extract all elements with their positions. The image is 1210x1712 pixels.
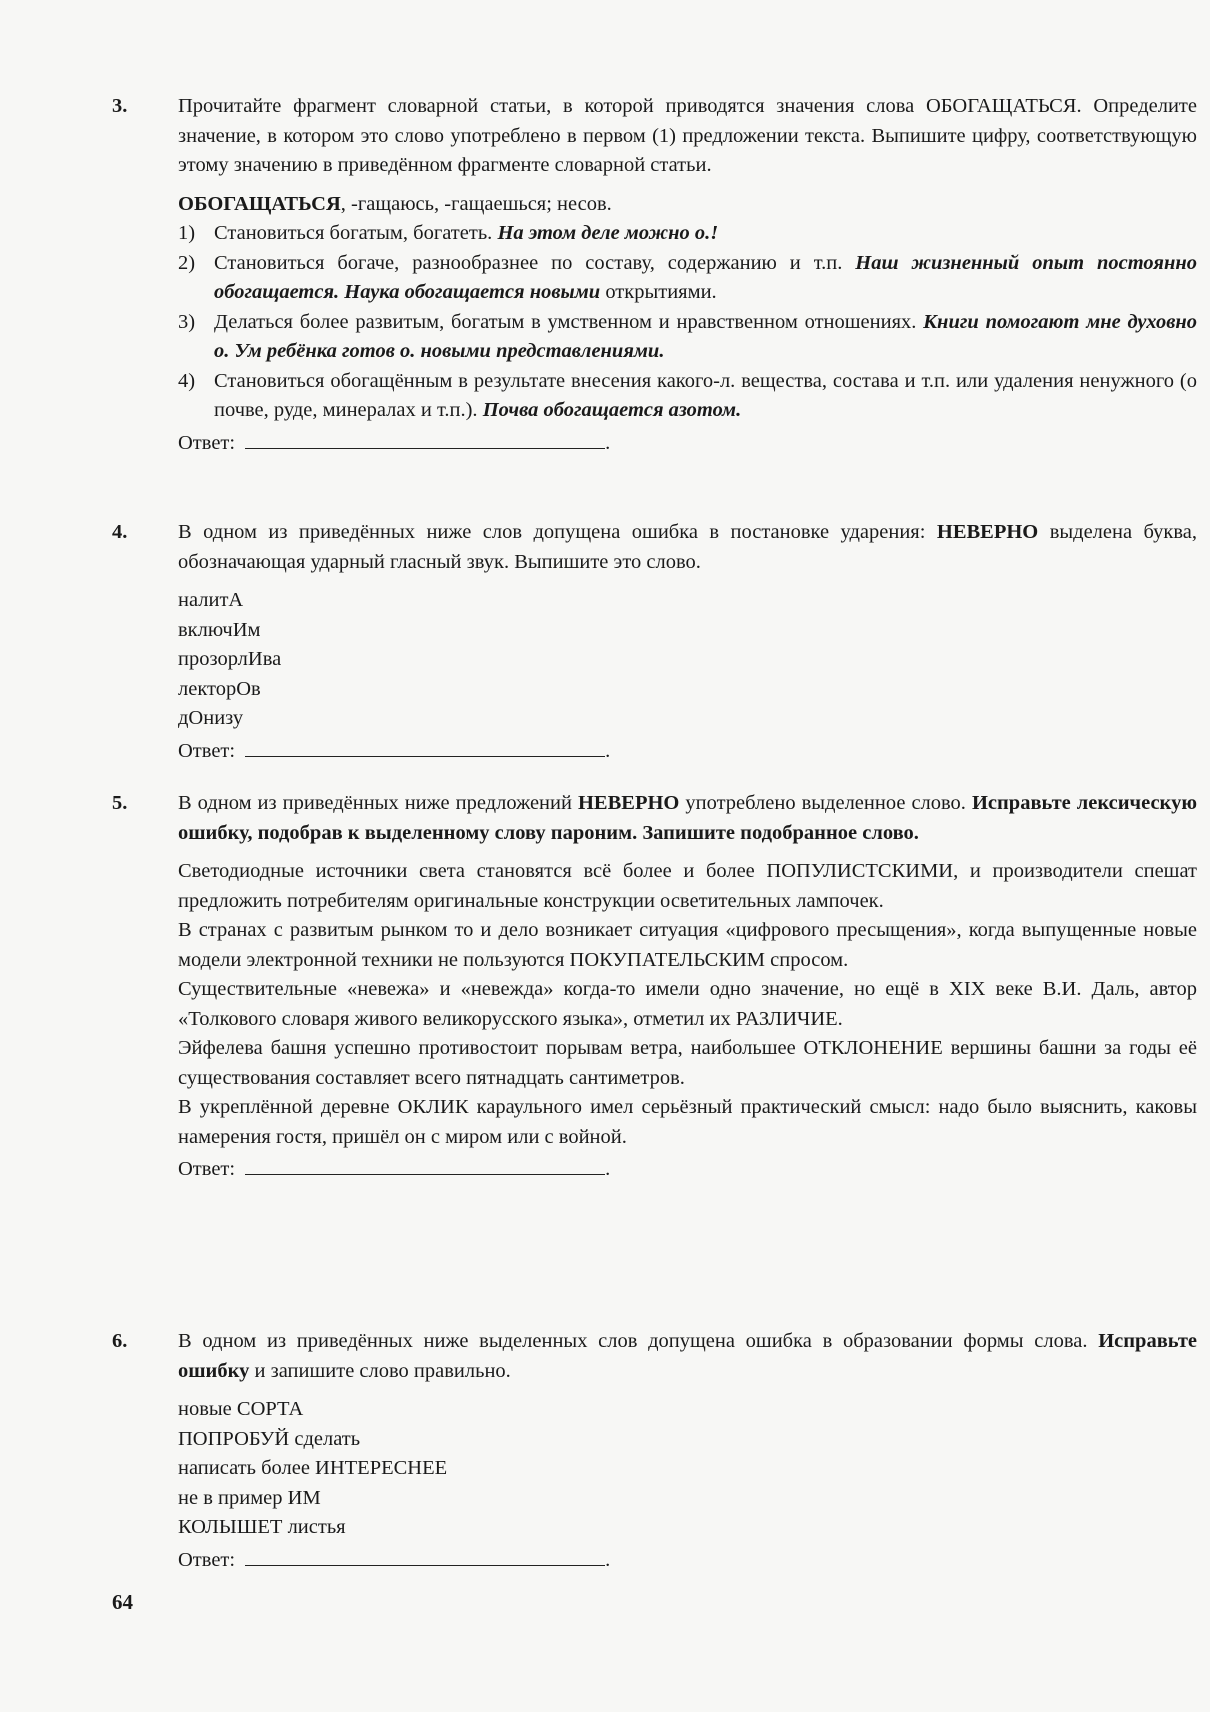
answer-field[interactable] (245, 426, 605, 449)
word-option: прозорлИва (178, 648, 282, 670)
question-emphasis: НЕВЕРНО (577, 792, 680, 814)
answer-row (178, 426, 1197, 459)
question-text: В одном из приведённых ниже выделенных слов допущена ошибка в образовании формы слова. (178, 1330, 1099, 1352)
answer-field[interactable] (245, 734, 605, 757)
task-number: 5. (112, 792, 128, 814)
question-instruction: Исправьте лексическую ошибку, подобрав к выделенному слову пароним. Запишите подобранное слово. (178, 792, 1197, 844)
answer-row (178, 1152, 1197, 1185)
answer-field[interactable] (245, 1152, 605, 1175)
phrase-option: ПОПРОБУЙ сделать (178, 1427, 361, 1450)
answer-end: . (605, 1158, 611, 1180)
headword: ОБОГАЩАТЬСЯ (178, 192, 341, 215)
answer-row (178, 1543, 1197, 1576)
sentence-option: В укреплённой деревне ОКЛИК караульного имел серьёзный практический смысл: надо было выяснить, каковы намерения гостя, пришёл он с миром или с войной. (178, 1096, 1197, 1148)
definition-example: Почва обогащается азотом. (482, 399, 742, 421)
dictionary-entry-head (178, 190, 1197, 220)
question-emphasis: Исправьте ошибку (178, 1330, 1197, 1382)
word-option: налитА (178, 589, 244, 611)
task-5 (112, 789, 1197, 1185)
question-text-end: выделена буква, обозначающая ударный гласный звук. Выпишите это слово. (178, 521, 1198, 573)
task-3 (112, 92, 1197, 458)
definition-number: 2) (178, 251, 196, 274)
sentence-option: Светодиодные источники света становятся всё более и более ПОПУЛИСТСКИМИ, и производители спешат предложить потребителям оригинальные конструкции осветительных лампочек. (178, 860, 1197, 912)
answer-end: . (605, 431, 611, 454)
task-question (178, 1327, 1197, 1386)
word-option: включИм (178, 618, 261, 641)
definition-example: Книги помогают мне духовно о. Ум ребёнка готов о. новыми представлениями. (214, 310, 1198, 362)
task-question: Прочитайте фрагмент словарной статьи, в которой приводятся значения слова ОБОГАЩАТЬСЯ. Определите значение, в котором это слово употреблено в первом (1) предложении текста. Выпишите цифру, соответствующую этому значению в приведённом фрагменте словарной статьи. (178, 95, 1197, 176)
definition-1 (178, 219, 1197, 249)
answer-label: Ответ: (178, 739, 236, 762)
question-text: В одном из приведённых ниже предложений (178, 792, 578, 814)
answer-label: Ответ: (178, 431, 236, 454)
task-number: 3. (112, 95, 128, 117)
phrase-option: написать более ИНТЕРЕСНЕЕ (178, 1457, 448, 1479)
definition-example: Наш жизненный опыт постоянно обогащается. Наука обогащается новыми (214, 251, 1197, 303)
definition-text: Становиться обогащённым в результате внесения какого-л. вещества, состава и т.п. или удаления ненужного (о почве, руде, минералах и т.п.). (214, 369, 1197, 421)
definition-4 (178, 367, 1197, 426)
answer-row (178, 734, 1197, 767)
definition-number: 3) (178, 310, 196, 333)
question-text: В одном из приведённых ниже слов допущена ошибка в постановке ударения: (178, 521, 937, 543)
sentence-option: Эйфелева башня успешно противостоит порывам ветра, наибольшее ОТКЛОНЕНИЕ вершины башни за годы её существования составляет всего пятнадцать сантиметров. (178, 1037, 1197, 1089)
definition-example: На этом деле можно о.! (497, 222, 719, 244)
definition-number: 1) (178, 222, 196, 244)
task-number: 4. (112, 521, 128, 543)
page-number: 64 (112, 1590, 133, 1614)
definition-tail: открытиями. (600, 281, 717, 303)
phrase-option: не в пример ИМ (178, 1486, 321, 1509)
task-question (178, 789, 1197, 848)
question-text-end: и запишите слово правильно. (249, 1359, 511, 1382)
word-option: дОнизу (178, 707, 244, 729)
task-6 (112, 1327, 1197, 1575)
task-question (178, 518, 1197, 577)
sentence-option: Существительные «невежа» и «невежда» когда-то имели одно значение, но ещё в XIX веке В.И. Даль, автор «Толкового словаря живого великорусского языка», отметил их РАЗЛИЧИЕ. (178, 978, 1197, 1030)
phrase-option: новые СОРТА (178, 1398, 304, 1420)
definition-number: 4) (178, 369, 196, 392)
phrase-option: КОЛЫШЕТ листья (178, 1516, 346, 1538)
definition-3 (178, 308, 1197, 367)
answer-label: Ответ: (178, 1158, 236, 1180)
definition-text: Становиться богатым, богатеть. (214, 222, 498, 244)
answer-end: . (605, 739, 611, 762)
question-emphasis: НЕВЕРНО (936, 521, 1039, 543)
grammar-note: , -гащаюсь, -гащаешься; несов. (340, 192, 612, 215)
sentence-option: В странах с развитым рынком то и дело возникает ситуация «цифрового пресыщения», когда выпущенные новые модели электронной техники не пользуются ПОКУПАТЕЛЬСКИМ спросом. (178, 919, 1197, 971)
question-text-mid: употреблено выделенное слово. (679, 792, 972, 814)
word-option: лекторОв (178, 677, 261, 700)
answer-field[interactable] (245, 1543, 605, 1566)
answer-end: . (605, 1548, 611, 1571)
answer-label: Ответ: (178, 1548, 236, 1571)
task-number: 6. (112, 1330, 128, 1352)
task-4 (112, 518, 1197, 766)
definition-2 (178, 249, 1197, 308)
definition-text: Становиться богаче, разнообразнее по составу, содержанию и т.п. (214, 251, 856, 274)
definition-text: Делаться более развитым, богатым в умственном и нравственном отношениях. (214, 310, 924, 333)
